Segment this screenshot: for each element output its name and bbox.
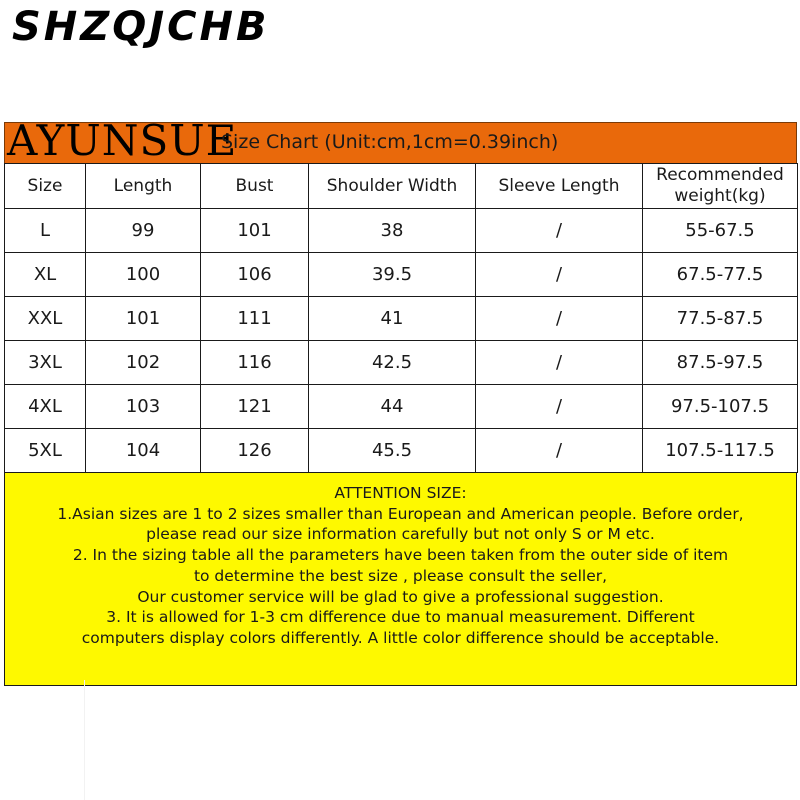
cell-size: 5XL	[5, 429, 86, 473]
column-header-size: Size	[5, 164, 86, 209]
cell-length: 100	[86, 253, 201, 297]
chart-title: Size Chart (Unit:cm,1cm=0.39inch)	[221, 131, 559, 153]
note-line: Our customer service will be glad to give a professional suggestion.	[137, 587, 664, 606]
table-row	[5, 209, 798, 253]
cell-shoulder-width: 45.5	[309, 429, 476, 473]
cell-length: 102	[86, 341, 201, 385]
column-header-shoulder-width: Shoulder Width	[309, 164, 476, 209]
cell-bust: 126	[201, 429, 309, 473]
column-header-length: Length	[86, 164, 201, 209]
cell-size: L	[5, 209, 86, 253]
table-row	[5, 385, 798, 429]
column-header-recommended-weight	[643, 164, 798, 209]
rec-line-2: weight(kg)	[674, 186, 766, 206]
cell-shoulder-width: 42.5	[309, 341, 476, 385]
attention-note	[4, 473, 797, 686]
cell-bust: 121	[201, 385, 309, 429]
cell-recommended-weight: 107.5-117.5	[643, 429, 798, 473]
cell-recommended-weight: 77.5-87.5	[643, 297, 798, 341]
table-row	[5, 429, 798, 473]
cell-shoulder-width: 44	[309, 385, 476, 429]
size-table	[4, 163, 798, 473]
cell-sleeve-length: /	[476, 209, 643, 253]
note-line: to determine the best size , please consult the seller,	[193, 566, 608, 585]
note-line: computers display colors differently. A little color difference should be acceptable.	[81, 628, 720, 647]
note-line: 2. In the sizing table all the parameters have been taken from the outer side of item	[72, 546, 729, 565]
column-header-bust: Bust	[201, 164, 309, 209]
cell-recommended-weight: 97.5-107.5	[643, 385, 798, 429]
cell-sleeve-length: /	[476, 253, 643, 297]
divider	[84, 680, 85, 800]
cell-size: XXL	[5, 297, 86, 341]
rec-line-1: Recommended	[656, 165, 784, 185]
table-row	[5, 297, 798, 341]
cell-bust: 111	[201, 297, 309, 341]
note-line: 3. It is allowed for 1-3 cm difference due to manual measurement. Different	[106, 608, 695, 627]
cell-length: 101	[86, 297, 201, 341]
table-row	[5, 253, 798, 297]
cell-length: 103	[86, 385, 201, 429]
cell-sleeve-length: /	[476, 341, 643, 385]
cell-shoulder-width: 38	[309, 209, 476, 253]
note-line: please read our size information carefully but not only S or M etc.	[146, 525, 655, 544]
cell-length: 99	[86, 209, 201, 253]
note-line: 1.Asian sizes are 1 to 2 sizes smaller than European and American people. Before order,	[57, 504, 744, 523]
size-chart	[4, 116, 797, 686]
brand-logo-top: SHZQJCHB	[12, 4, 270, 50]
cell-size: XL	[5, 253, 86, 297]
cell-bust: 116	[201, 341, 309, 385]
chart-header-bar	[4, 116, 797, 165]
table-header-row	[5, 164, 798, 209]
cell-size: 4XL	[5, 385, 86, 429]
table-body	[5, 209, 798, 473]
note-heading: ATTENTION SIZE:	[334, 484, 467, 502]
column-header-sleeve-length: Sleeve Length	[476, 164, 643, 209]
chart-brand-logo: AYUNSUE	[7, 116, 238, 165]
cell-length: 104	[86, 429, 201, 473]
cell-recommended-weight: 87.5-97.5	[643, 341, 798, 385]
cell-sleeve-length: /	[476, 385, 643, 429]
cell-sleeve-length: /	[476, 429, 643, 473]
cell-size: 3XL	[5, 341, 86, 385]
cell-recommended-weight: 67.5-77.5	[643, 253, 798, 297]
cell-shoulder-width: 39.5	[309, 253, 476, 297]
cell-bust: 106	[201, 253, 309, 297]
cell-sleeve-length: /	[476, 297, 643, 341]
cell-shoulder-width: 41	[309, 297, 476, 341]
table-row	[5, 341, 798, 385]
cell-recommended-weight: 55-67.5	[643, 209, 798, 253]
cell-bust: 101	[201, 209, 309, 253]
